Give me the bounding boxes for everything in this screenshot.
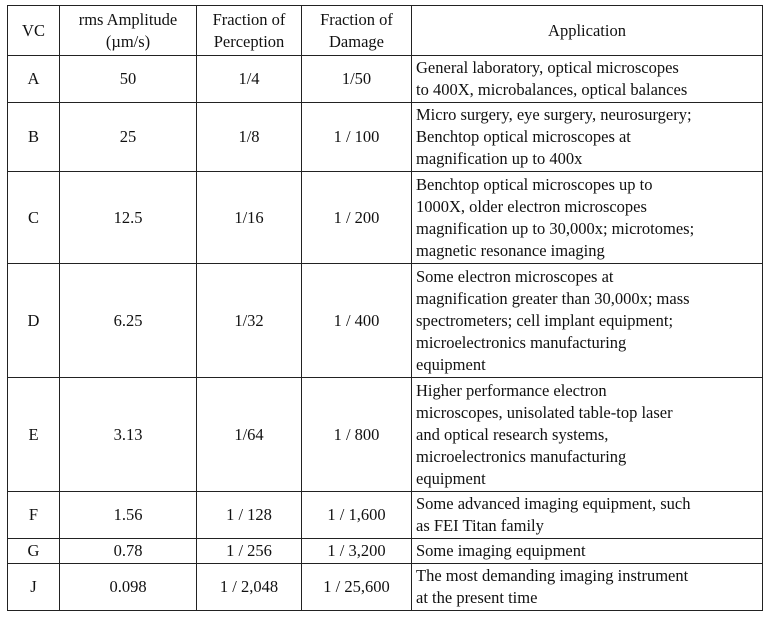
cell-vc: C — [8, 172, 60, 264]
table-row — [8, 539, 763, 564]
cell-damage: 1 / 3,200 — [302, 539, 412, 564]
header-row — [8, 6, 763, 56]
header-fraction-of-perception: Fraction of Perception — [197, 6, 302, 56]
cell-vc: E — [8, 378, 60, 492]
cell-perception: 1/32 — [197, 264, 302, 378]
cell-perception: 1/16 — [197, 172, 302, 264]
cell-rms: 0.098 — [60, 564, 197, 611]
cell-vc: G — [8, 539, 60, 564]
table-row — [8, 264, 763, 378]
cell-perception: 1 / 128 — [197, 492, 302, 539]
cell-perception: 1/4 — [197, 56, 302, 103]
cell-vc: F — [8, 492, 60, 539]
table-row — [8, 172, 763, 264]
cell-damage: 1/50 — [302, 56, 412, 103]
cell-perception: 1 / 2,048 — [197, 564, 302, 611]
cell-vc: J — [8, 564, 60, 611]
cell-rms: 12.5 — [60, 172, 197, 264]
cell-application: The most demanding imaging instrument at the present time — [412, 564, 763, 611]
cell-application: Some imaging equipment — [412, 539, 763, 564]
cell-vc: D — [8, 264, 60, 378]
cell-application: Higher performance electron microscopes, unisolated table-top laser and optical research systems, microelectronics manufacturing equipment — [412, 378, 763, 492]
table-row — [8, 492, 763, 539]
cell-rms: 25 — [60, 103, 197, 172]
cell-perception: 1 / 256 — [197, 539, 302, 564]
cell-damage: 1 / 400 — [302, 264, 412, 378]
cell-rms: 3.13 — [60, 378, 197, 492]
cell-damage: 1 / 100 — [302, 103, 412, 172]
table-row — [8, 103, 763, 172]
cell-vc: A — [8, 56, 60, 103]
table-row — [8, 564, 763, 611]
cell-rms: 0.78 — [60, 539, 197, 564]
cell-damage: 1 / 800 — [302, 378, 412, 492]
cell-application: Micro surgery, eye surgery, neurosurgery; Benchtop optical microscopes at magnification up to 400x — [412, 103, 763, 172]
header-application: Application — [412, 6, 763, 56]
cell-rms: 50 — [60, 56, 197, 103]
cell-perception: 1/64 — [197, 378, 302, 492]
header-fraction-of-damage: Fraction of Damage — [302, 6, 412, 56]
cell-damage: 1 / 200 — [302, 172, 412, 264]
header-rms-amplitude: rms Amplitude (µm/s) — [60, 6, 197, 56]
cell-vc: B — [8, 103, 60, 172]
cell-damage: 1 / 1,600 — [302, 492, 412, 539]
cell-application: Benchtop optical microscopes up to 1000X, older electron microscopes magnification up to 30,000x; microtomes; magnetic resonance imaging — [412, 172, 763, 264]
cell-rms: 1.56 — [60, 492, 197, 539]
table-row — [8, 378, 763, 492]
table-row — [8, 56, 763, 103]
cell-application: Some advanced imaging equipment, such as FEI Titan family — [412, 492, 763, 539]
header-vc: VC — [8, 6, 60, 56]
cell-application: General laboratory, optical microscopes to 400X, microbalances, optical balances — [412, 56, 763, 103]
cell-rms: 6.25 — [60, 264, 197, 378]
vibration-criteria-table — [7, 5, 763, 611]
cell-application: Some electron microscopes at magnification greater than 30,000x; mass spectrometers; cell implant equipment; microelectronics manufacturing equipment — [412, 264, 763, 378]
cell-damage: 1 / 25,600 — [302, 564, 412, 611]
cell-perception: 1/8 — [197, 103, 302, 172]
